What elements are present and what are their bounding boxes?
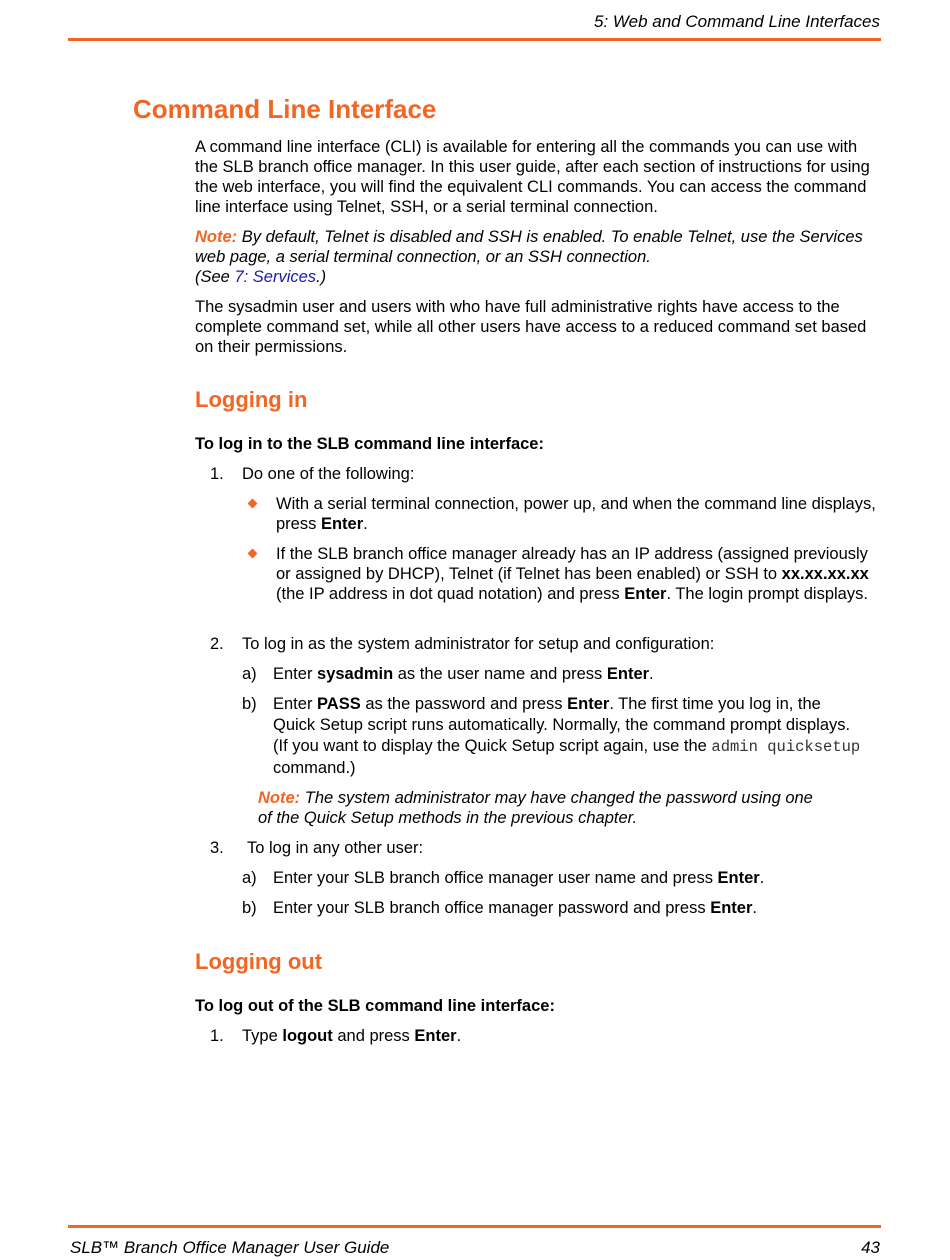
permissions-paragraph: The sysadmin user and users with who have full administrative rights have access to the complete command set, while all other users have access to a reduced command set based on their permissions. — [195, 298, 867, 356]
see-suffix: .) — [316, 268, 327, 286]
substep-letter: b) — [242, 695, 257, 713]
page-number: 43 — [861, 1238, 880, 1257]
step-number: 3. — [210, 839, 224, 857]
note-text: By default, Telnet is disabled and SSH is enabled. To enable Telnet, use the Services web page, a serial terminal connection, or an SSH connection. — [195, 228, 863, 266]
step-1-text: Do one of the following: — [242, 465, 415, 483]
substep-2b: Enter PASS as the password and press Enter. The first time you log in, the Quick Setup script runs automatically. Normally, the command prompt displays. (If you want to display the Quick Setup script again, use the admin quicksetup command.) — [273, 695, 861, 777]
services-link[interactable]: 7: Services — [234, 268, 317, 286]
substep-3b: Enter your SLB branch office manager password and press Enter. — [273, 899, 757, 917]
see-prefix: (See — [195, 268, 235, 286]
running-header: 5: Web and Command Line Interfaces — [593, 12, 880, 31]
substep-letter: a) — [242, 869, 257, 887]
page-title: Command Line Interface — [133, 94, 437, 124]
footer-title: SLB™ Branch Office Manager User Guide — [70, 1238, 390, 1257]
note-telnet — [195, 227, 875, 287]
substep-letter: b) — [242, 899, 257, 917]
step-number: 1. — [210, 465, 224, 483]
heading-logging-in: Logging in — [195, 387, 308, 412]
step-2-text: To log in as the system administrator for setup and configuration: — [242, 635, 715, 653]
step-number: 1. — [210, 1027, 224, 1045]
step-number: 2. — [210, 635, 224, 653]
substep-letter: a) — [242, 665, 257, 683]
code-admin-quicksetup: admin quicksetup — [711, 738, 861, 756]
bullet-diamond-icon — [248, 549, 258, 559]
note-label: Note: — [195, 228, 238, 246]
bullet-telnet-ssh: If the SLB branch office manager already has an IP address (assigned previously or assigned by DHCP), Telnet (if Telnet has been enabled) or SSH to xx.xx.xx.xx (the IP address in dot quad notation) and press Enter. The login prompt displays. — [276, 545, 869, 603]
note-password: Note: The system administrator may have changed the password using one of the Quick Setup methods in the previous chapter. — [258, 789, 813, 827]
substep-2a: Enter sysadmin as the user name and press Enter. — [273, 665, 654, 683]
logout-step-1: Type logout and press Enter. — [242, 1027, 462, 1045]
step-3-text: To log in any other user: — [247, 839, 424, 857]
procedure-login: To log in to the SLB command line interface: — [195, 435, 544, 453]
header-rule — [68, 38, 881, 41]
procedure-logout: To log out of the SLB command line interface: — [195, 997, 555, 1015]
bullet-diamond-icon — [248, 499, 258, 509]
heading-logging-out: Logging out — [195, 949, 323, 974]
footer-rule — [68, 1225, 881, 1228]
intro-paragraph: A command line interface (CLI) is available for entering all the commands you can use with the SLB branch office manager. In this user guide, after each section of instructions for using the web interface, you will find the equivalent CLI commands. You can access the command line interface using Telnet, SSH, or a serial terminal connection. — [195, 138, 870, 216]
bullet-serial: With a serial terminal connection, power up, and when the command line displays, press Enter. — [276, 495, 876, 533]
substep-3a: Enter your SLB branch office manager user name and press Enter. — [273, 869, 765, 887]
